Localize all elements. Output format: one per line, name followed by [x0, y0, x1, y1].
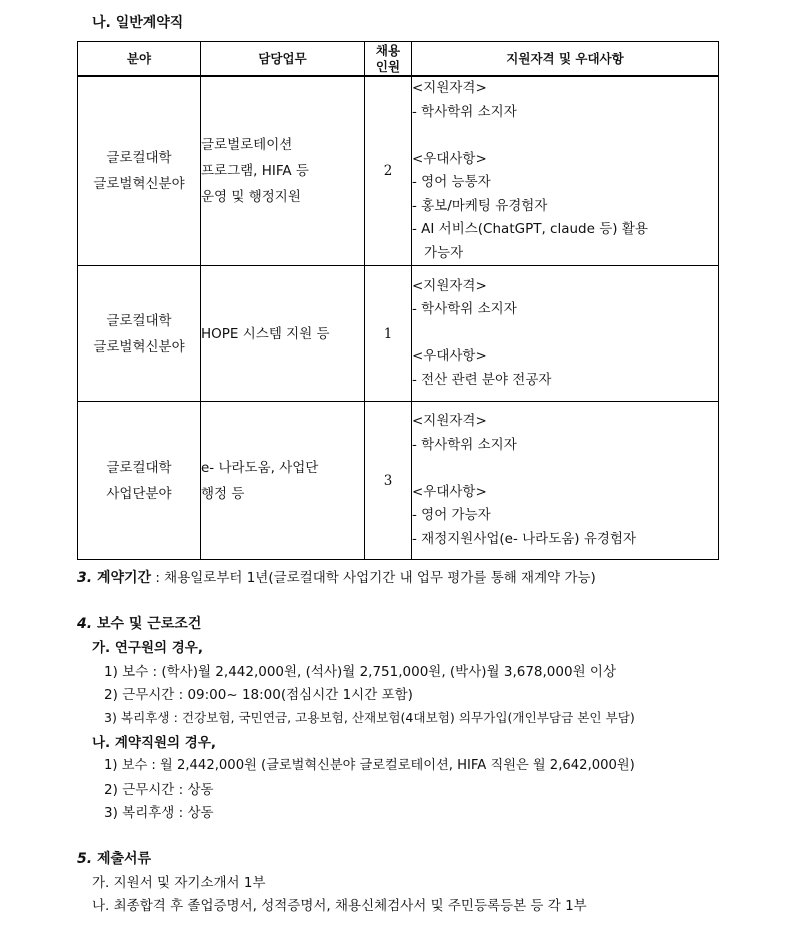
- count-cell: 1: [365, 266, 412, 402]
- subsection-contract-staff-title: 나. 계약직원의 경우,: [92, 735, 216, 751]
- contract-staff-item: 1) 보수 : 월 2,442,000원 (글로벌혁신분야 글로컬로테이션, HIFA 직원은 월 2,642,000원): [104, 758, 635, 773]
- qualification-heading: <지원자격>: [412, 80, 487, 96]
- qualification-item: - 학사학위 소지자: [412, 301, 517, 318]
- table-row: [78, 402, 719, 560]
- field-cell: [78, 266, 201, 402]
- researcher-item: 3) 복리후생 : 건강보험, 국민연금, 고용보험, 산재보험(4대보험) 의무가입(개인부담금 본인 부담): [104, 710, 635, 725]
- preference-item: - 영어 가능자: [412, 507, 491, 523]
- subsection-researcher-title: 가. 연구원의 경우,: [92, 640, 203, 656]
- section-3-number: 3.: [77, 570, 93, 586]
- section-5-title: 제출서류: [96, 851, 152, 867]
- field-line: 글로벌혁신분야: [93, 176, 185, 192]
- table-row: [78, 266, 719, 402]
- blank-line: [412, 457, 718, 481]
- blank-line: [412, 322, 718, 346]
- field-line: 글로컬대학: [106, 312, 172, 329]
- section-4-title: 보수 및 근로조건: [96, 616, 202, 632]
- qualification-cell: [412, 76, 719, 266]
- header-qualification: 지원자격 및 우대사항: [412, 42, 719, 77]
- contract-staff-item: 2) 근무시간 : 상동: [104, 782, 214, 798]
- section-3-heading: [77, 570, 151, 586]
- section-4-heading: [77, 613, 201, 633]
- researcher-item: 1) 보수 : (학사)월 2,442,000원, (석사)월 2,751,000원, (박사)월 3,678,000원 이상: [104, 664, 616, 680]
- table-header-row: [78, 42, 719, 77]
- section-5-number: 5.: [77, 851, 93, 867]
- preference-item: - 재정지원사업(e- 나라도움) 유경험자: [412, 530, 637, 547]
- preference-heading: <우대사항>: [412, 150, 487, 167]
- task-line: 운영 및 행정지원: [201, 189, 301, 205]
- task-line: 글로벌로테이션: [201, 137, 293, 153]
- task-cell: [201, 402, 365, 560]
- blank-line: [412, 124, 718, 148]
- field-cell: [78, 76, 201, 266]
- recruitment-table: [77, 41, 719, 560]
- task-cell: [201, 76, 365, 266]
- task-line: HOPE 시스템 지원 등: [201, 325, 330, 342]
- qualification-item: - 학사학위 소지자: [412, 103, 517, 120]
- qualification-cell: [412, 266, 719, 402]
- section-5-heading: [77, 848, 151, 868]
- field-cell: [78, 402, 201, 560]
- field-line: 글로컬대학: [106, 459, 172, 476]
- header-field: 분야: [78, 42, 201, 77]
- task-line: 프로그램, HIFA 등: [201, 163, 309, 179]
- table-row: [78, 76, 719, 266]
- field-line: 사업단분야: [106, 485, 172, 502]
- preference-item: - 홍보/마케팅 유경험자: [412, 197, 548, 214]
- section-4-number: 4.: [77, 616, 93, 632]
- document-item: 나. 최종합격 후 졸업증명서, 성적증명서, 채용신체검사서 및 주민등록등본 등 각 1부: [92, 898, 587, 914]
- qualification-cell: [412, 402, 719, 560]
- preference-item-continued: 가능자: [424, 244, 464, 261]
- header-count: [365, 42, 412, 77]
- header-count-line1: 채용: [375, 42, 401, 58]
- section-title-general-contract: 나. 일반계약직: [92, 15, 184, 31]
- field-line: 글로컬대학: [106, 150, 172, 166]
- contract-staff-item: 3) 복리후생 : 상동: [104, 805, 214, 821]
- qualification-heading: <지원자격>: [412, 277, 487, 294]
- count-cell: 2: [365, 76, 412, 266]
- header-task: 담당업무: [201, 42, 365, 77]
- task-line: e- 나라도움, 사업단: [201, 459, 319, 476]
- count-cell: 3: [365, 402, 412, 560]
- task-cell: [201, 266, 365, 402]
- qualification-item: - 학사학위 소지자: [412, 436, 517, 453]
- preference-item: - 전산 관련 분야 전공자: [412, 371, 552, 388]
- preference-heading: <우대사항>: [412, 348, 487, 365]
- section-3: [77, 566, 596, 587]
- preference-item: - 영어 능통자: [412, 174, 491, 190]
- section-3-text: : 채용일로부터 1년(글로컬대학 사업기간 내 업무 평가를 통해 재계약 가능): [155, 570, 596, 586]
- section-3-title: 계약기간: [96, 570, 152, 586]
- document-item: 가. 지원서 및 자기소개서 1부: [92, 875, 266, 891]
- preference-item: - AI 서비스(ChatGPT, claude 등) 활용: [412, 221, 648, 237]
- field-line: 글로벌혁신분야: [93, 338, 185, 355]
- header-count-line2: 인원: [375, 58, 401, 74]
- task-line: 행정 등: [201, 485, 245, 502]
- preference-heading: <우대사항>: [412, 483, 487, 500]
- researcher-item: 2) 근무시간 : 09:00~ 18:00(점심시간 1시간 포함): [104, 687, 413, 703]
- qualification-heading: <지원자격>: [412, 413, 487, 429]
